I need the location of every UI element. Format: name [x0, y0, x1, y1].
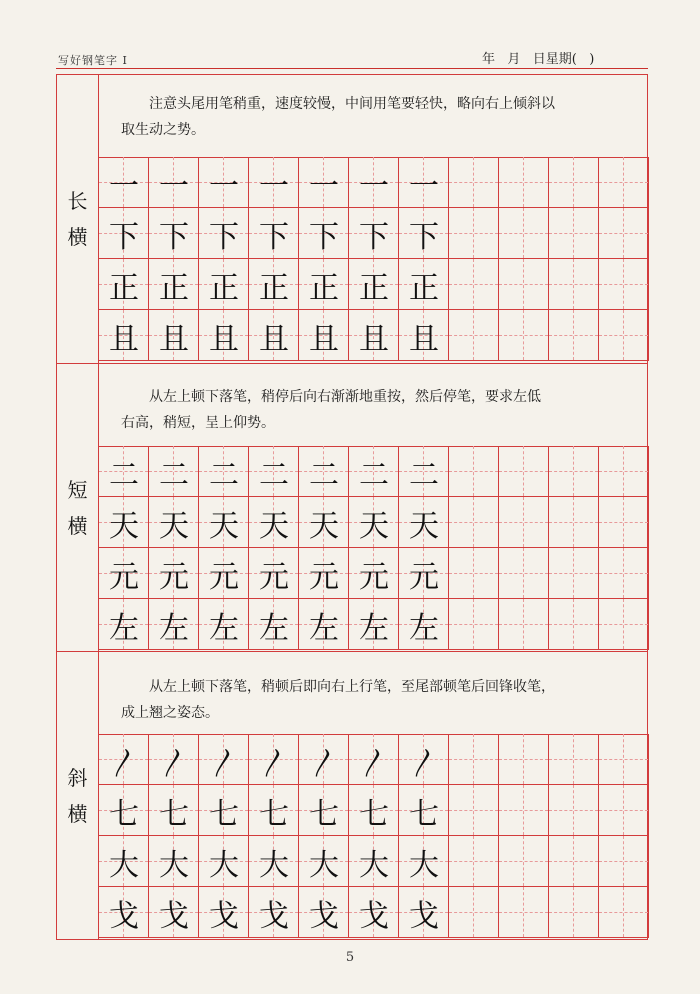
description-line: 成上翘之姿态。 — [121, 705, 219, 721]
practice-grid — [99, 157, 647, 361]
practice-cell — [149, 157, 199, 208]
practice-cell — [449, 446, 499, 497]
practice-character: 〳 — [309, 745, 339, 781]
practice-character: 〳 — [359, 745, 389, 781]
practice-cell — [199, 446, 249, 497]
practice-grid — [99, 446, 647, 650]
practice-cell — [499, 497, 549, 548]
practice-character: 且 — [409, 321, 439, 357]
practice-cell — [449, 310, 499, 361]
practice-character: 一 — [109, 168, 139, 204]
practice-cell — [499, 208, 549, 259]
practice-character: 正 — [259, 270, 289, 306]
practice-character: 七 — [109, 796, 139, 832]
practice-cell — [449, 887, 499, 938]
practice-character: 七 — [159, 796, 189, 832]
practice-character: 大 — [309, 847, 339, 883]
practice-character: 戈 — [209, 898, 239, 934]
practice-cell — [249, 259, 299, 310]
description-line: 从左上顿下落笔，稍顿后即向右上行笔，至尾部顿笔后回锋收笔， — [149, 679, 555, 695]
practice-character: 戈 — [109, 898, 139, 934]
practice-cell — [449, 157, 499, 208]
practice-character: 且 — [309, 321, 339, 357]
practice-character: 下 — [159, 219, 189, 255]
practice-character: 一 — [209, 168, 239, 204]
practice-character: 元 — [259, 559, 289, 595]
practice-character: 戈 — [309, 898, 339, 934]
practice-cell — [599, 548, 649, 599]
practice-cell — [449, 785, 499, 836]
practice-cell — [199, 548, 249, 599]
practice-character: 戈 — [359, 898, 389, 934]
practice-cell — [499, 446, 549, 497]
practice-cell — [549, 157, 599, 208]
practice-cell — [399, 836, 449, 887]
practice-cell — [349, 548, 399, 599]
practice-character: 戈 — [259, 898, 289, 934]
practice-cell — [249, 548, 299, 599]
practice-character: 〳 — [259, 745, 289, 781]
practice-cell — [449, 548, 499, 599]
practice-cell — [499, 734, 549, 785]
practice-character: 二 — [159, 457, 189, 493]
practice-character: 二 — [359, 457, 389, 493]
practice-cell — [299, 836, 349, 887]
practice-cell — [99, 785, 149, 836]
practice-cell — [399, 887, 449, 938]
practice-character: 左 — [409, 610, 439, 646]
practice-cell — [199, 887, 249, 938]
practice-character: 天 — [209, 508, 239, 544]
practice-cell — [149, 208, 199, 259]
practice-character: 且 — [209, 321, 239, 357]
practice-cell — [249, 599, 299, 650]
practice-cell — [349, 887, 399, 938]
practice-character: 二 — [109, 457, 139, 493]
practice-character: 七 — [409, 796, 439, 832]
practice-character: 左 — [109, 610, 139, 646]
practice-cell — [99, 734, 149, 785]
practice-character: 戈 — [159, 898, 189, 934]
practice-character: 天 — [259, 508, 289, 544]
practice-character: 七 — [209, 796, 239, 832]
practice-cell — [599, 310, 649, 361]
practice-cell — [249, 157, 299, 208]
stroke-description — [121, 384, 621, 436]
stroke-label — [57, 364, 99, 652]
practice-cell — [199, 836, 249, 887]
practice-cell — [349, 157, 399, 208]
practice-character: 一 — [159, 168, 189, 204]
stroke-description — [121, 674, 621, 726]
practice-cell — [599, 497, 649, 548]
practice-cell — [599, 836, 649, 887]
practice-cell — [199, 208, 249, 259]
practice-character: 元 — [309, 559, 339, 595]
practice-cell — [499, 599, 549, 650]
stroke-label — [57, 652, 99, 940]
stroke-label-char: 斜 — [67, 766, 88, 790]
practice-cell — [349, 208, 399, 259]
practice-cell — [149, 599, 199, 650]
practice-cell — [599, 599, 649, 650]
stroke-label-char: 横 — [67, 225, 88, 249]
practice-character: 且 — [159, 321, 189, 357]
practice-character: 七 — [309, 796, 339, 832]
practice-character: 大 — [159, 847, 189, 883]
stroke-label-char: 横 — [67, 514, 88, 538]
practice-cell — [349, 734, 399, 785]
practice-cell — [449, 599, 499, 650]
book-title: 写好钢笔字 I — [58, 54, 128, 67]
practice-character: 天 — [309, 508, 339, 544]
practice-character: 左 — [359, 610, 389, 646]
practice-cell — [149, 836, 199, 887]
practice-cell — [499, 785, 549, 836]
stroke-label — [57, 75, 99, 363]
practice-character: 元 — [109, 559, 139, 595]
practice-cell — [549, 548, 599, 599]
practice-character: 大 — [259, 847, 289, 883]
practice-cell — [299, 208, 349, 259]
practice-cell — [499, 836, 549, 887]
section-slanted-horizontal — [57, 651, 647, 940]
practice-cell — [99, 310, 149, 361]
practice-grid — [99, 734, 647, 938]
practice-character: 元 — [359, 559, 389, 595]
practice-cell — [249, 310, 299, 361]
practice-cell — [399, 734, 449, 785]
practice-cell — [549, 259, 599, 310]
practice-cell — [299, 734, 349, 785]
practice-character: 且 — [359, 321, 389, 357]
stroke-label-char: 横 — [67, 802, 88, 826]
practice-character: 二 — [309, 457, 339, 493]
practice-character: 下 — [309, 219, 339, 255]
header-rule — [56, 68, 648, 69]
practice-cell — [399, 310, 449, 361]
practice-character: 二 — [409, 457, 439, 493]
practice-character: 正 — [409, 270, 439, 306]
practice-cell — [99, 599, 149, 650]
practice-cell — [549, 785, 599, 836]
practice-cell — [349, 497, 399, 548]
practice-cell — [299, 157, 349, 208]
practice-character: 一 — [359, 168, 389, 204]
practice-cell — [249, 836, 299, 887]
practice-cell — [249, 497, 299, 548]
practice-cell — [449, 208, 499, 259]
practice-character: 下 — [259, 219, 289, 255]
practice-cell — [199, 259, 249, 310]
practice-character: 天 — [109, 508, 139, 544]
section-short-horizontal — [57, 363, 647, 652]
practice-cell — [549, 497, 599, 548]
practice-character: 正 — [359, 270, 389, 306]
stroke-description — [121, 91, 621, 143]
practice-character: 大 — [409, 847, 439, 883]
description-line: 右高，稍短，呈上仰势。 — [121, 415, 275, 431]
practice-character: 天 — [409, 508, 439, 544]
practice-cell — [199, 310, 249, 361]
practice-cell — [149, 785, 199, 836]
practice-character: 天 — [159, 508, 189, 544]
stroke-label-char: 短 — [67, 478, 88, 502]
description-line: 注意头尾用笔稍重，速度较慢，中间用笔要轻快，略向右上倾斜以 — [149, 96, 555, 112]
practice-cell — [499, 157, 549, 208]
practice-cell — [399, 208, 449, 259]
practice-character: 七 — [359, 796, 389, 832]
practice-cell — [349, 836, 399, 887]
practice-character: 左 — [159, 610, 189, 646]
practice-cell — [249, 887, 299, 938]
practice-cell — [299, 599, 349, 650]
practice-cell — [549, 734, 599, 785]
practice-cell — [99, 259, 149, 310]
practice-character: 正 — [209, 270, 239, 306]
practice-cell — [99, 157, 149, 208]
practice-cell — [599, 259, 649, 310]
practice-cell — [149, 497, 199, 548]
practice-cell — [599, 208, 649, 259]
practice-cell — [199, 785, 249, 836]
practice-cell — [399, 785, 449, 836]
page-number: 5 — [345, 950, 355, 965]
practice-character: 大 — [359, 847, 389, 883]
practice-cell — [149, 734, 199, 785]
practice-cell — [149, 446, 199, 497]
practice-character: 元 — [409, 559, 439, 595]
stroke-label-char: 长 — [67, 189, 88, 213]
practice-character: 正 — [309, 270, 339, 306]
practice-cell — [299, 259, 349, 310]
practice-cell — [349, 599, 399, 650]
practice-cell — [449, 259, 499, 310]
practice-cell — [299, 785, 349, 836]
practice-cell — [99, 548, 149, 599]
practice-cell — [499, 548, 549, 599]
practice-character: 左 — [259, 610, 289, 646]
practice-cell — [99, 887, 149, 938]
practice-character: 一 — [309, 168, 339, 204]
practice-character: 一 — [409, 168, 439, 204]
section-long-horizontal — [57, 75, 647, 363]
description-line: 从左上顿下落笔，稍停后向右渐渐地重按，然后停笔，要求左低 — [149, 389, 541, 405]
practice-cell — [449, 497, 499, 548]
practice-cell — [99, 836, 149, 887]
practice-cell — [149, 887, 199, 938]
practice-sheet — [56, 74, 648, 940]
practice-character: 且 — [259, 321, 289, 357]
practice-cell — [99, 446, 149, 497]
practice-cell — [499, 259, 549, 310]
practice-cell — [549, 446, 599, 497]
practice-cell — [399, 446, 449, 497]
date-line: 年 月 日星期( ) — [482, 52, 595, 67]
practice-cell — [199, 599, 249, 650]
practice-cell — [549, 208, 599, 259]
practice-cell — [149, 259, 199, 310]
practice-character: 二 — [259, 457, 289, 493]
practice-cell — [199, 734, 249, 785]
practice-character: 下 — [359, 219, 389, 255]
practice-character: 左 — [309, 610, 339, 646]
practice-character: 且 — [109, 321, 139, 357]
description-line: 取生动之势。 — [121, 122, 205, 138]
practice-character: 正 — [109, 270, 139, 306]
practice-character: 二 — [209, 457, 239, 493]
practice-cell — [399, 548, 449, 599]
practice-character: 〳 — [159, 745, 189, 781]
practice-cell — [349, 446, 399, 497]
practice-cell — [349, 259, 399, 310]
practice-cell — [349, 310, 399, 361]
practice-cell — [499, 887, 549, 938]
practice-character: 戈 — [409, 898, 439, 934]
practice-cell — [299, 446, 349, 497]
practice-character: 正 — [159, 270, 189, 306]
practice-cell — [349, 785, 399, 836]
practice-cell — [549, 887, 599, 938]
practice-cell — [599, 785, 649, 836]
practice-cell — [149, 548, 199, 599]
practice-character: 左 — [209, 610, 239, 646]
practice-character: 大 — [109, 847, 139, 883]
practice-cell — [599, 446, 649, 497]
practice-cell — [199, 157, 249, 208]
practice-cell — [449, 734, 499, 785]
practice-cell — [449, 836, 499, 887]
practice-cell — [599, 887, 649, 938]
practice-cell — [299, 310, 349, 361]
practice-cell — [299, 887, 349, 938]
practice-cell — [399, 599, 449, 650]
practice-character: 天 — [359, 508, 389, 544]
practice-cell — [549, 599, 599, 650]
practice-cell — [249, 208, 299, 259]
practice-character: 下 — [209, 219, 239, 255]
practice-cell — [299, 497, 349, 548]
practice-cell — [249, 446, 299, 497]
practice-cell — [99, 497, 149, 548]
practice-character: 一 — [259, 168, 289, 204]
practice-character: 元 — [159, 559, 189, 595]
practice-cell — [299, 548, 349, 599]
practice-cell — [199, 497, 249, 548]
practice-character: 〳 — [409, 745, 439, 781]
practice-cell — [399, 259, 449, 310]
practice-cell — [99, 208, 149, 259]
practice-character: 下 — [109, 219, 139, 255]
practice-cell — [249, 785, 299, 836]
practice-character: 〳 — [209, 745, 239, 781]
practice-character: 大 — [209, 847, 239, 883]
practice-character: 下 — [409, 219, 439, 255]
practice-cell — [599, 157, 649, 208]
practice-cell — [149, 310, 199, 361]
practice-character: 〳 — [109, 745, 139, 781]
practice-cell — [399, 157, 449, 208]
practice-cell — [399, 497, 449, 548]
practice-cell — [549, 836, 599, 887]
practice-cell — [249, 734, 299, 785]
practice-cell — [549, 310, 599, 361]
practice-character: 七 — [259, 796, 289, 832]
practice-character: 元 — [209, 559, 239, 595]
practice-cell — [599, 734, 649, 785]
practice-cell — [499, 310, 549, 361]
